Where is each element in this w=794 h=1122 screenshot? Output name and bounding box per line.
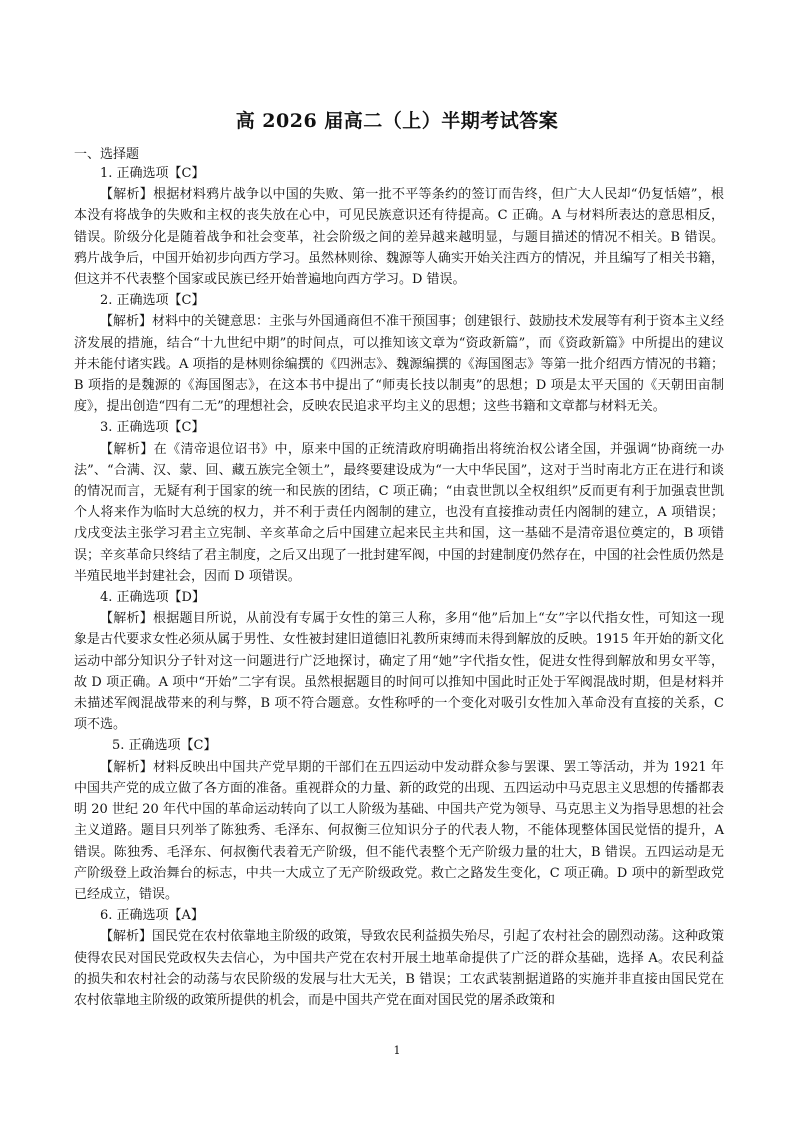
question-heading: 3. 正确选项【C】 (100, 420, 205, 436)
section-heading: 一、选择题 (74, 147, 140, 162)
question-heading: 2. 正确选项【C】 (100, 293, 205, 309)
question-heading: 5. 正确选项【C】 (112, 738, 217, 754)
question-analysis: 【解析】材料反映出中国共产党早期的干部们在五四运动中发动群众参与罢课、罢工等活动，并为 1921 年中国共产党的成立做了各方面的准备。重视群众的力量、新的政党的出现、五四运动中马克思主义思想的传播都表明 20 世纪 20 年代中国的革命运动转向了以工人阶级为基础、中国共产党为领导、马克思主义为指导思想的社会主义道路。题目只列举了陈独秀、毛泽东、何叔衡三位知识分子的代表人物，不能体现整体国民觉悟的提升，A 错误。陈独秀、毛泽东、何叔衡代表着无产阶级，但不能代表整个无产阶级力量的壮大，B 错误。五四运动是无产阶级登上政治舞台的标志，中共一大成立了无产阶级政党。救亡之路发生变化，C 项正确。D 项中的新型政党已经成立，错误。 (74, 759, 725, 902)
question-heading: 4. 正确选项【D】 (100, 590, 205, 606)
page-number: 1 (393, 1044, 401, 1057)
question-heading: 6. 正确选项【A】 (100, 908, 204, 924)
question-analysis: 【解析】根据题目所说，从前没有专属于女性的第三人称，多用“他”后加上“女”字以代指女性，可知这一现象是古代要求女性必须从属于男性、女性被封建旧道德旧礼教所束缚而未得到解放的反映。1915 年开始的新文化运动中部分知识分子针对这一问题进行广泛地探讨，确定了用“她”字代指女性，促进女性得到解放和男女平等，故 D 项正确。A 项中“开始”二字有误。虽然根据题目的时间可以推知中国此时正处于军阀混战时期，但是材料并未描述军阀混战带来的利与弊，B 项不符合题意。女性称呼的一个变化对吸引女性加入革命没有直接的关系，C 项不选。 (74, 611, 724, 733)
question-heading: 1. 正确选项【C】 (100, 166, 205, 181)
answer-list (74, 163, 724, 1011)
question-analysis: 【解析】国民党在农村依靠地主阶级的政策，导致农民利益损失殆尽，引起了农村社会的剧烈动荡。这种政策使得农民对国民党政权失去信心，为中国共产党在农村开展土地革命提供了广泛的群众基础，选择 A。农民利益的损失和农村社会的动荡与农民阶级的发展与壮大无关，B 错误；工农武装割据道路的实施并非直接由国民党在农村依靠地主阶级的政策所提供的机会，而是中国共产党在面对国民党的屠杀政策和 (74, 929, 725, 1008)
question-analysis: 【解析】在《清帝退位诏书》中，原来中国的正统清政府明确指出将统治权公诸全国，并强调“协商统一办法”、“合满、汉、蒙、回、藏五族完全领土”，最终要建设成为“一大中华民国”，这对于当时南北方正在进行和谈的情况而言，无疑有利于国家的统一和民族的团结，C 项正确；“由袁世凯以全权组织”反而更有利于加强袁世凯个人将来作为临时大总统的权力，并不利于责任内阁制的建立，也没有直接推动责任内阁制的建立，A 项错误；戊戌变法主张学习君主立宪制、辛亥革命之后中国建立起来民主共和国，这一基础不是清帝退位奠定的，B 项错误；辛亥革命只终结了君主制度，之后又出现了一批封建军阀，中国的封建制度仍然存在，中国的社会性质仍然是半殖民地半封建社会，因而 D 项错误。 (74, 441, 725, 584)
page-title: 高 2026 届高二（上）半期考试答案 (235, 110, 559, 132)
question-analysis: 【解析】根据材料鸦片战争以中国的失败、第一批不平等条约的签订而告终，但广大人民却“仍复恬嬉”，根本没有将战争的失败和主权的丧失放在心中，可见民族意识还有待提高。C 正确。A 与材料所表达的意思相反，错误。阶级分化是随着战争和社会变革，社会阶级之间的差异越来越明显，与题目描述的情况不相关。B 错误。鸦片战争后，中国开始初步向西方学习。虽然林则徐、魏源等人确实开始关注西方的情况，并且编写了相关书籍，但这并不代表整个国家或民族已经开始普遍地向西方学习。D 错误。 (74, 187, 725, 288)
question-analysis: 【解析】材料中的关键意思：主张与外国通商但不准干预国事；创建银行、鼓励技术发展等有利于资本主义经济发展的措施，结合“十九世纪中期”的时间点，可以推知该文章为“资政新篇”，而《资政新篇》中所提出的建议并未能付诸实践。A 项指的是林则徐编撰的《四洲志》、魏源编撰的《海国图志》等第一批介绍西方情况的书籍；B 项指的是魏源的《海国图志》，在这本书中提出了“师夷长技以制夷”的思想；D 项是太平天国的《天朝田亩制度》，提出创造“四有二无”的理想社会，反映农民追求平均主义的思想；这些书籍和文章都与材料无关。 (74, 314, 725, 415)
